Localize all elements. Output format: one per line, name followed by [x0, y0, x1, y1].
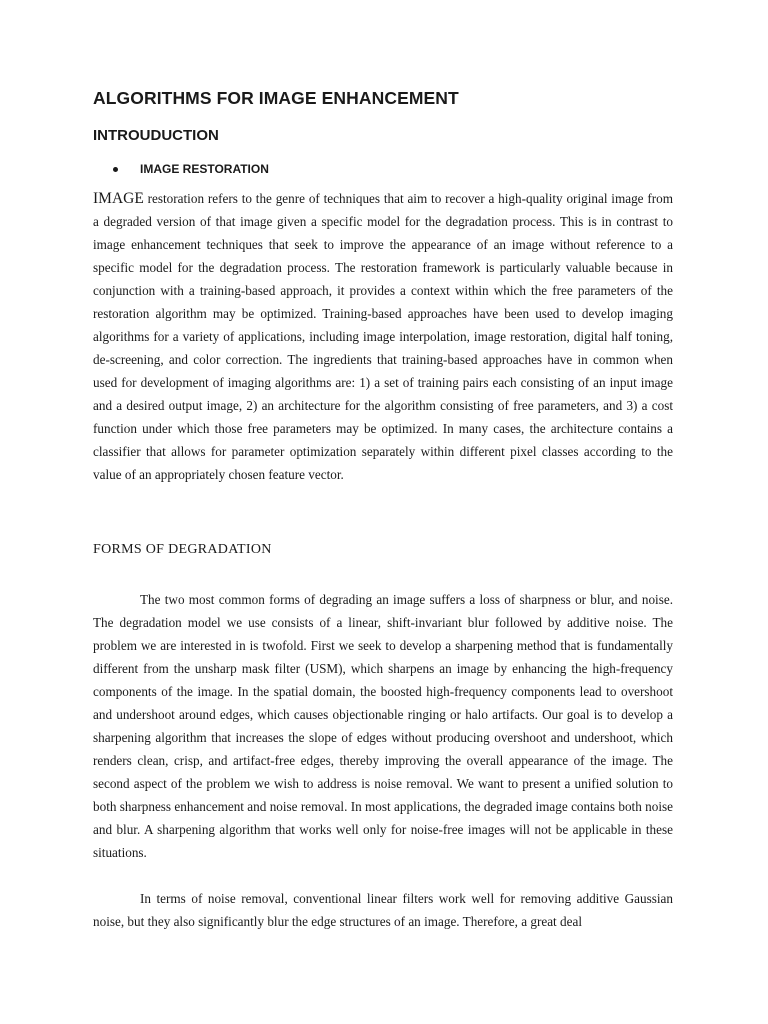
intro-heading: INTROUDUCTION — [93, 127, 219, 144]
bullet-icon — [113, 167, 118, 172]
bullet-label: IMAGE RESTORATION — [140, 162, 269, 176]
document-title: ALGORITHMS FOR IMAGE ENHANCEMENT — [93, 88, 459, 108]
paragraph-degradation: The two most common forms of degrading an image suffers a loss of sharpness or blur, and noise. The degradation model we use consists of a linear, shift-invariant blur followed by additive noise. The problem we are interested in is twofold. First we seek to develop a sharpening method that is fundamentally different from the unsharp mask filter (USM), which sharpens an image by enhancing the high-frequency components of the image. In the spatial domain, the boosted high-frequency components lead to overshoot and undershoot around edges, which causes objectionable ringing or halo artifacts. Our goal is to develop a sharpening algorithm that increases the slope of edges without producing overshoot and undershoot, which renders clean, crisp, and artifact-free edges, thereby improving the overall appearance of the image. The second aspect of the problem we wish to address is noise removal. We want to present a unified solution to both sharpness enhancement and noise removal. In most applications, the degraded image contains both noise and blur. A sharpening algorithm that works well only for noise-free images will not be applicable in these situations. — [93, 592, 673, 860]
section-heading-degradation: FORMS OF DEGRADATION — [93, 542, 272, 557]
paragraph-lead-word: IMAGE — [93, 190, 144, 207]
paragraph-noise-removal: In terms of noise removal, conventional linear filters work well for removing additive Gaussian noise, but they also significantly blur the edge structures of an image. Therefore, a great deal — [93, 891, 673, 929]
paragraph-image-restoration — [93, 187, 673, 486]
bullet-list-item — [113, 162, 269, 176]
paragraph-body: restoration refers to the genre of techniques that aim to recover a high-quality original image from a degraded version of that image given a specific model for the degradation process. This is in contrast to image enhancement techniques that seek to improve the appearance of an image without reference to a specific model for the degradation process. The restoration framework is particularly valuable because in conjunction with a training-based approach, it provides a context within which the free parameters of the restoration algorithm may be optimized. Training-based approaches have been used to develop imaging algorithms for a variety of applications, including image interpolation, image restoration, digital half toning, de-screening, and color correction. The ingredients that training-based approaches have in common when used for development of imaging algorithms are: 1) a set of training pairs each consisting of an input image and a desired output image, 2) an architecture for the algorithm consisting of free parameters, and 3) a cost function under which those free parameters may be optimized. In many cases, the architecture contains a classifier that allows for parameter optimization separately within different pixel classes according to the value of an appropriately chosen feature vector. — [93, 191, 673, 482]
